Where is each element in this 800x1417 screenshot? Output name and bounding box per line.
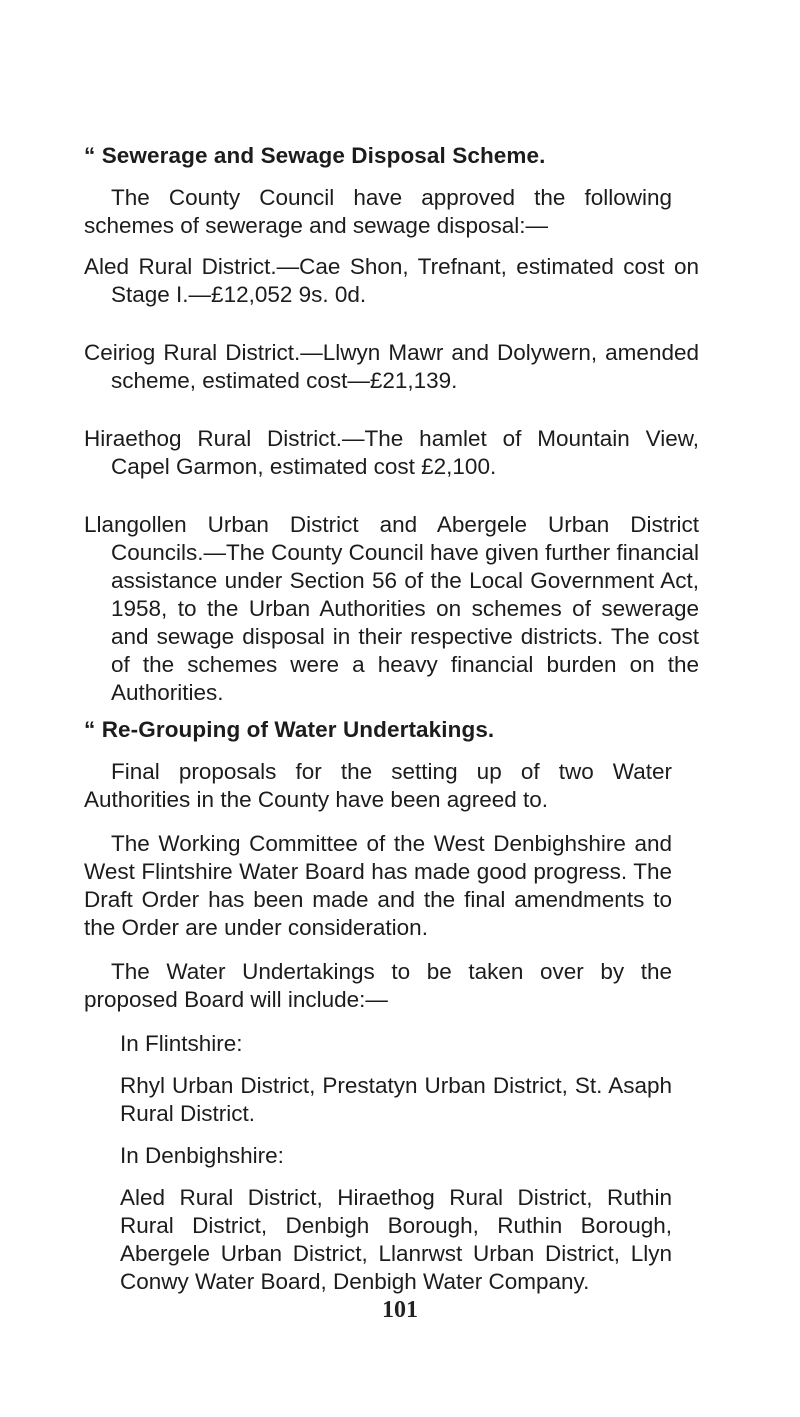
section-heading-sewerage: “ Sewerage and Sewage Disposal Scheme. bbox=[84, 143, 546, 168]
entry-lead: Hiraethog Rural District. bbox=[84, 426, 343, 451]
section-heading-water: “ Re-Grouping of Water Undertakings. bbox=[84, 717, 495, 742]
denbighshire-list: Aled Rural District, Hiraethog Rural District, Ruthin Rural District, Denbigh Borough, Ruthin Borough, Abergele Urban District, Llanrwst Urban District, Llyn Conwy Water Board, Denbigh Water Company. bbox=[120, 1185, 672, 1294]
sewerage-entry-ceiriog bbox=[84, 339, 699, 395]
entry-text: —The hamlet of Mountain View, Capel Garmon, estimated cost £2,100. bbox=[111, 426, 699, 479]
sewerage-intro-paragraph: The County Council have approved the following schemes of sewerage and sewage disposal:— bbox=[84, 185, 672, 238]
flintshire-list: Rhyl Urban District, Prestatyn Urban District, St. Asaph Rural District. bbox=[120, 1073, 672, 1126]
entry-lead: Ceiriog Rural District. bbox=[84, 340, 301, 365]
entry-lead: Aled Rural District. bbox=[84, 254, 277, 279]
denbighshire-label: In Denbighshire: bbox=[120, 1143, 284, 1168]
water-paragraph-proposals: Final proposals for the setting up of two Water Authorities in the County have been agreed to. bbox=[84, 759, 672, 812]
sewerage-entry-hiraethog bbox=[84, 425, 699, 481]
entry-text: —The County Council have given further financial assistance under Section 56 of the Local Government Act, 1958, to the Urban Authorities on schemes of sewerage and sewage disposal in their respective districts. The cost of the schemes were a heavy financial burden on the Authorities. bbox=[111, 540, 699, 705]
flintshire-label: In Flintshire: bbox=[120, 1031, 243, 1056]
water-paragraph-undertakings: The Water Undertakings to be taken over by the proposed Board will include:— bbox=[84, 959, 672, 1012]
entry-text: —Cae Shon, Trefnant, estimated cost on Stage I.—£12,052 9s. 0d. bbox=[111, 254, 699, 307]
page-number: 101 bbox=[382, 1297, 418, 1323]
sewerage-entry-llangollen-abergele bbox=[84, 511, 699, 707]
water-paragraph-working-committee: The Working Committee of the West Denbighshire and West Flintshire Water Board has made good progress. The Draft Order has been made and the final amendments to the Order are under consideration. bbox=[84, 831, 672, 940]
entry-lead: Llangollen Urban District and Abergele Urban District Councils. bbox=[84, 512, 699, 565]
sewerage-entry-aled bbox=[84, 253, 699, 309]
entry-text: —Llwyn Mawr and Dolywern, amended scheme, estimated cost—£21,139. bbox=[111, 340, 699, 393]
